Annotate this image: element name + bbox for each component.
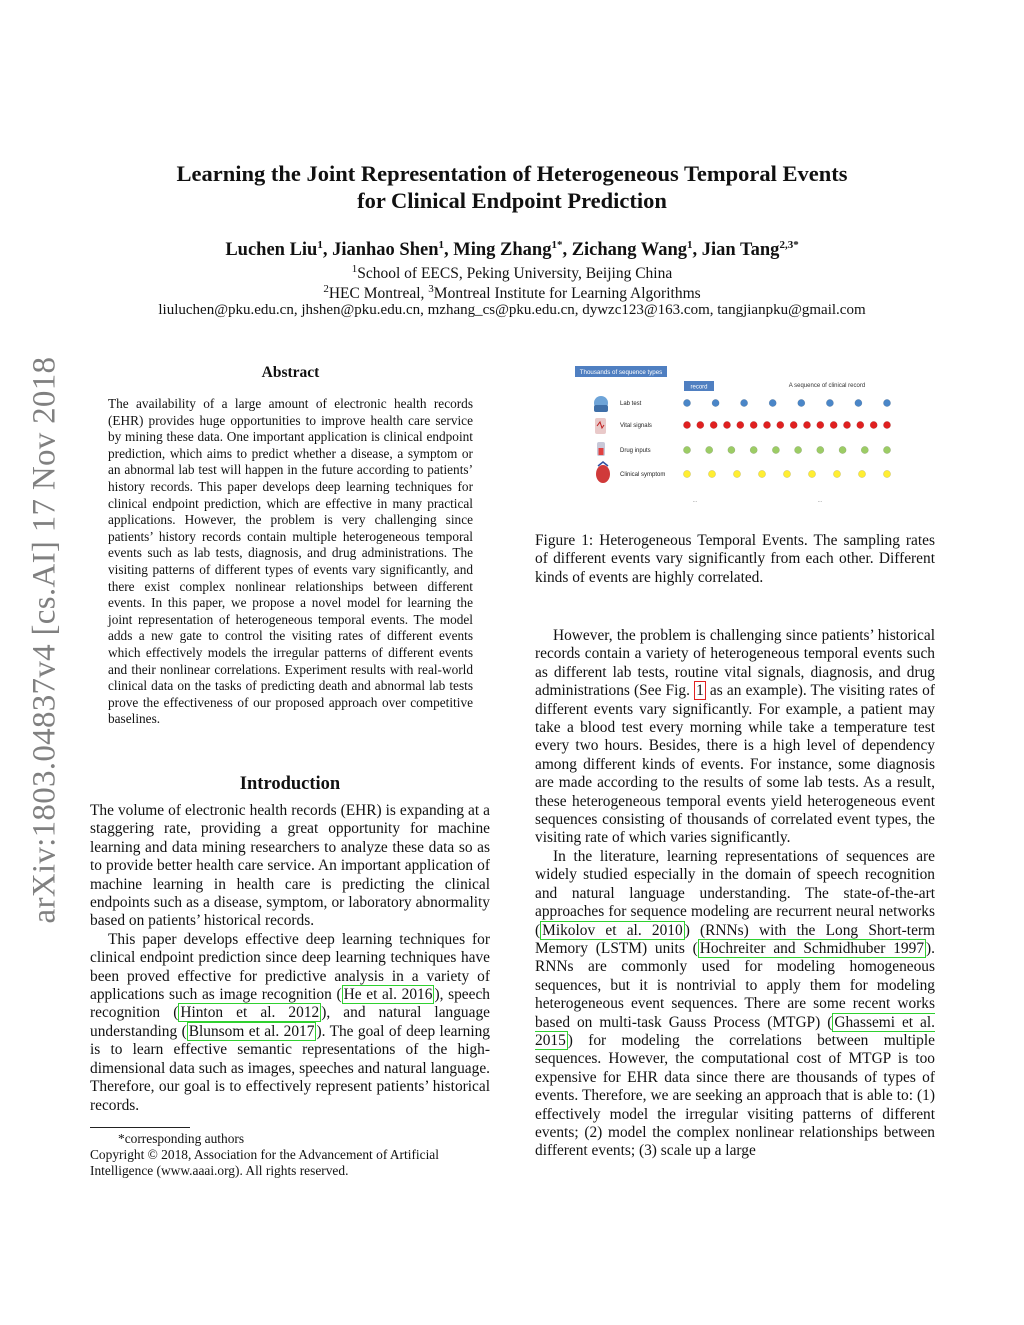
text-run: ). The goal of deep learning is to learn effective semantic representations of the high-dimensional data such as images, speeches and natural language. Therefore, our goal is to effectively represent patients’ historical records. bbox=[90, 1022, 490, 1114]
affiliation-mark: 1 bbox=[351, 263, 358, 275]
event-dot bbox=[750, 421, 757, 428]
author-affiliation-mark: 1 bbox=[438, 239, 445, 251]
event-dot bbox=[683, 399, 690, 406]
author-name: Zichang Wang bbox=[571, 240, 688, 261]
event-dot bbox=[826, 399, 833, 406]
event-dot bbox=[750, 446, 757, 453]
event-dot bbox=[883, 421, 890, 428]
event-dot bbox=[870, 421, 877, 428]
event-dot bbox=[777, 421, 784, 428]
text-run: However, the problem is challenging since patients’ historical records contain a variety of heterogeneous temporal events such as different lab tests, routine vital signals, diagnosis, and drug administrations (See Fig. bbox=[535, 627, 935, 700]
author-list: Luchen Liu$^1$, Jianhao Shen$^1$, Ming Zhang$^{1*}$, Zichang Wang$^1$, Jian Tang$^{2,3*}$ bbox=[225, 239, 799, 261]
event-dot bbox=[883, 399, 890, 406]
affiliation-1 bbox=[0, 263, 1024, 283]
affiliation-mark: 3 bbox=[428, 283, 434, 295]
event-dot bbox=[758, 470, 765, 477]
event-dot bbox=[795, 446, 802, 453]
event-dot bbox=[790, 421, 797, 428]
figure-caption: Figure 1: Heterogeneous Temporal Events. The sampling rates of different events vary significantly from each other. Different kinds of events are highly correlated. bbox=[535, 532, 935, 586]
affiliation-2 bbox=[0, 283, 1024, 303]
drug-inputs-icon bbox=[597, 442, 605, 456]
author-affiliation-mark: 1 bbox=[317, 239, 323, 251]
introduction-heading: Introduction bbox=[239, 774, 341, 794]
citation-link[interactable]: Mikolov et al. 2010 bbox=[542, 921, 683, 939]
footnote bbox=[90, 1131, 490, 1179]
author-name: Ming Zhang bbox=[453, 240, 552, 261]
text-run: ) (RNNs) with the Long Short-term Memory (LSTM) units ( bbox=[535, 921, 936, 957]
text-run: ). RNNs are commonly used for modeling homogeneous sequences, but it is nontrivial to apply them for modeling heterogeneous event sequences. There are some recent works based on multi-task Gauss Process (MTGP) ( bbox=[535, 939, 935, 1031]
event-dot bbox=[769, 399, 776, 406]
row-label: Lab test bbox=[620, 401, 642, 407]
event-dot bbox=[710, 421, 717, 428]
abstract-heading: Abstract bbox=[261, 364, 320, 381]
author-name: Luchen Liu bbox=[225, 240, 318, 261]
right-column-body bbox=[535, 627, 935, 1161]
event-dot bbox=[803, 421, 810, 428]
event-dot bbox=[712, 399, 719, 406]
figure-reference-link[interactable]: 1 bbox=[696, 682, 704, 700]
event-dot bbox=[706, 446, 713, 453]
event-dot bbox=[830, 421, 837, 428]
record-box-label: record bbox=[690, 384, 708, 391]
affiliation-text: HEC Montreal, bbox=[328, 285, 429, 303]
ellipsis-mark: ... bbox=[692, 498, 698, 504]
title-line-1: Learning the Joint Representation of Heterogeneous Temporal Events bbox=[176, 161, 848, 186]
event-dot bbox=[683, 421, 690, 428]
paragraph bbox=[535, 627, 935, 848]
event-dot bbox=[683, 446, 690, 453]
author-name: Jian Tang bbox=[701, 240, 780, 261]
ellipsis-mark: ... bbox=[817, 498, 823, 504]
event-dot bbox=[741, 399, 748, 406]
paragraph: The volume of electronic health records (EHR) is expanding at a staggering rate, providing a great opportunity for machine learning and data mining researchers to analyze these data so as to provide better health care service. An important application of machine learning in health care is predicting the clinical endpoints such as a disease, symptom, or laboratory abnormality based on patients’ historical records. bbox=[90, 802, 490, 930]
copyright-note: Copyright © 2018, Association for the Advancement of Artificial Intelligence (www.aaai.org). All rights reserved. bbox=[90, 1147, 439, 1178]
event-dot bbox=[833, 470, 840, 477]
text-run: ) for modeling the correlations between multiple sequences. However, the computational cost of MTGP is too expensive for EHR data since there are thousands of types of events. Therefore, we are seeking an approach that is able to: (1) effectively model the irregular visiting patterns of different events; (2) model the complex nonlinear relationships between different events; (3) scale up a large bbox=[535, 1031, 935, 1160]
affiliation-text: School of EECS, Peking University, Beijing China bbox=[357, 265, 673, 283]
footnote-divider bbox=[90, 1127, 190, 1128]
figure-heterogeneous-events bbox=[575, 366, 905, 506]
event-dot bbox=[798, 399, 805, 406]
abstract-body: The availability of a large amount of electronic health records (EHR) provides huge opportunities to improve health care service by mining these data. One important application is clinical endpoint prediction, which aims to predict whether a disease, a symptom or an abnormal lab test will happen in the future according to patients’ history records. This paper develops deep learning techniques for clinical endpoint prediction, which are effective in many practical applications. However, the problem is very challenging since patients’ history records contain multiple heterogeneous temporal events such as lab tests, diagnosis, and drug administrations. The visiting patterns of different types of events vary significantly, and there exist complex nonlinear relationships between different events. In this paper, we propose a novel model for learning the joint representation of heterogeneous temporal events. The model adds a new gate to control the visiting rates of different events which effectively models the irregular patterns of different events and their nonlinear correlations. Experiment results with real-world clinical data on the tasks of predicting death and abnormal lab tests prove the effectiveness of our proposed approach over competitive baselines. bbox=[108, 396, 473, 727]
event-dot bbox=[763, 421, 770, 428]
row-label: Drug inputs bbox=[620, 448, 651, 454]
citation-link[interactable]: He et al. 2016 bbox=[343, 986, 433, 1004]
introduction-body bbox=[90, 802, 490, 1115]
event-dot bbox=[843, 421, 850, 428]
event-dot bbox=[858, 470, 865, 477]
paper-title bbox=[0, 160, 1024, 214]
event-dot bbox=[883, 446, 890, 453]
author-affiliation-mark: 2,3* bbox=[779, 239, 799, 251]
citation-link[interactable]: Ghassemi et al. 2015 bbox=[535, 1013, 935, 1049]
corresponding-note: *corresponding authors bbox=[118, 1131, 245, 1146]
event-dot bbox=[817, 446, 824, 453]
event-dot bbox=[783, 470, 790, 477]
event-dot bbox=[708, 470, 715, 477]
event-dot bbox=[723, 421, 730, 428]
paragraph bbox=[90, 931, 490, 1115]
event-dot bbox=[839, 446, 846, 453]
text-run: In the literature, learning representations of sequences are widely studied especially in the domain of speech recognition and natural language understanding. The state-of-the-art approaches for sequence modeling are recurrent neural networks ( bbox=[535, 847, 935, 939]
event-dot bbox=[808, 470, 815, 477]
event-dot bbox=[728, 446, 735, 453]
author-affiliation-mark: 1 bbox=[687, 239, 693, 251]
clinical-symptom-icon bbox=[596, 462, 610, 483]
row-label: Clinical symptom bbox=[620, 472, 666, 478]
citation-link[interactable]: Blunsom et al. 2017 bbox=[188, 1022, 315, 1040]
vital-signals-icon bbox=[595, 418, 606, 434]
paragraph bbox=[535, 848, 935, 1161]
text-run: This paper develops effective deep learning techniques for clinical endpoint prediction since deep learning techniques have been proved effective for predictive analysis in a variety of applications such as image recognition ( bbox=[90, 930, 490, 1004]
arxiv-stamp: arXiv:1803.04837v4 [cs.AI] 17 Nov 2018 bbox=[26, 356, 63, 924]
title-line-2: for Clinical Endpoint Prediction bbox=[357, 188, 667, 213]
event-dot bbox=[855, 399, 862, 406]
event-dot bbox=[817, 421, 824, 428]
citation-link[interactable]: Hochreiter and Schmidhuber 1997 bbox=[699, 939, 925, 957]
event-dot bbox=[772, 446, 779, 453]
event-dot bbox=[683, 470, 690, 477]
citation-link[interactable]: Hinton et al. 2012 bbox=[180, 1004, 320, 1022]
event-dot bbox=[861, 446, 868, 453]
text-run: ), and natural language understanding ( bbox=[90, 1004, 490, 1040]
event-dot bbox=[737, 421, 744, 428]
author-affiliation-mark: 1* bbox=[551, 239, 563, 251]
event-dot bbox=[857, 421, 864, 428]
header-box-label: Thousands of sequence types bbox=[579, 369, 663, 376]
author-name: Jianhao Shen bbox=[332, 240, 439, 261]
affiliation-text: Montreal Institute for Learning Algorithms bbox=[433, 285, 701, 303]
author-emails: liuluchen@pku.edu.cn, jhshen@pku.edu.cn, mzhang_cs@pku.edu.cn, dywzc123@163.com, tangjianpku@gmail.com bbox=[158, 302, 866, 318]
sequence-label: A sequence of clinical record bbox=[788, 383, 866, 389]
event-dot bbox=[883, 470, 890, 477]
text-run: ), speech recognition ( bbox=[90, 986, 490, 1022]
text-run: as an example). The visiting rates of different events vary significantly. For example, a patient may take a blood test every morning while take a temperature test every two hours. Besides, there is a high level of dependency among different kinds of events. For instance, some diagnosis are made according to the results of some lab tests. As a result, these heterogeneous temporal events yield heterogeneous event sequences consisting of thousands of correlated event types, the visiting rate of which varies significantly. bbox=[535, 682, 935, 847]
affiliation-mark: 2 bbox=[323, 283, 329, 295]
event-dot bbox=[697, 421, 704, 428]
lab-test-icon bbox=[594, 396, 608, 412]
event-dot bbox=[733, 470, 740, 477]
row-label: Vital signals bbox=[620, 423, 652, 429]
